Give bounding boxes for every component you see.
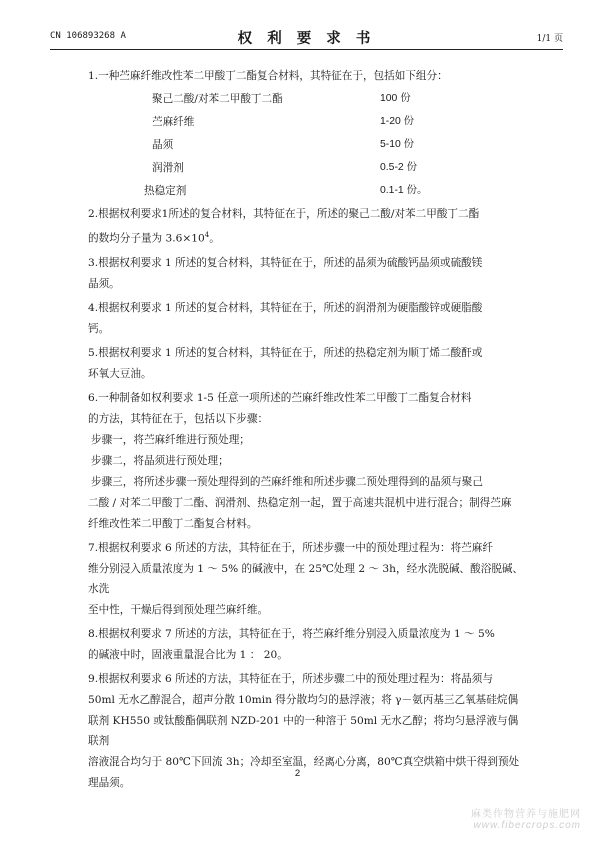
component-row (88, 133, 427, 156)
claim-1-intro: 1.一种苎麻纤维改性苯二甲酸丁二酯复合材料，其特征在于，包括如下组分： (88, 70, 448, 82)
claim-5-line-2: 环氧大豆油。 (88, 367, 152, 380)
claim-6-step-3-line-3: 纤维改性苯二甲酸丁二酯复合材料。 (88, 517, 258, 530)
component-amount: 5-10 份 (380, 138, 415, 150)
claim-2-line-1: 2.根据权利要求1所述的复合材料，其特征在于，所述的聚己二酸/对苯二甲酸丁二酯 (88, 208, 480, 220)
page-number: 2 (294, 768, 301, 779)
watermark (471, 805, 581, 831)
claim-6-step-2: 步骤二，将晶须进行预处理； (91, 454, 229, 467)
header-divider (50, 49, 563, 50)
doc-number: CN 106893268 A (50, 31, 126, 41)
claim-4-line-1: 4.根据权利要求 1 所述的复合材料，其特征在于，所述的润滑剂为硬脂酸锌或硬脂酸 (88, 301, 483, 314)
claim-7-line-1: 7.根据权利要求 6 所述的方法，其特征在于，所述步骤一中的预处理过程为：将苎麻纤 (88, 541, 493, 554)
claim-2-exponent: 4 (204, 231, 210, 239)
claim-6-line-2: 的方法，其特征在于，包括以下步骤： (88, 412, 269, 425)
component-row (88, 87, 427, 110)
components-table (88, 87, 427, 202)
component-name: 热稳定剂 (144, 184, 187, 197)
component-row (88, 110, 427, 133)
claim-6-line-1: 6.一种制备如权利要求 1-5 任意一项所述的苎麻纤维改性苯二甲酸丁二酯复合材料 (88, 391, 472, 404)
component-amount: 100 份 (380, 92, 411, 104)
component-name: 苎麻纤维 (152, 115, 195, 128)
component-amount: 1-20 份 (380, 115, 415, 127)
claim-3-line-2: 晶须。 (88, 277, 120, 290)
component-row (88, 156, 427, 179)
claim-2-text: 的数均分子量为 3.6×10 (88, 232, 205, 245)
component-amount: 0.5-2 份 (380, 161, 417, 173)
claim-8-line-1: 8.根据权利要求 7 所述的方法，其特征在于，将苎麻纤维分别浸入质量浓度为 1 ～ 5% (88, 627, 495, 640)
claim-9-line-1: 9.根据权利要求 6 所述的方法，其特征在于，所述步骤二中的预处理过程为：将晶须与 (88, 672, 493, 685)
page-ref: 1/1 页 (536, 34, 563, 44)
watermark-site-name: 麻类作物营养与施肥网 (471, 809, 581, 820)
claim-9-line-2: 50ml 无水乙醇混合，超声分散 10min 得分散均匀的悬浮液；将 γ－氨丙基三乙氧基硅烷偶 (88, 693, 519, 706)
claim-2-line-2 (88, 225, 524, 249)
claims-body (88, 66, 524, 794)
claim-2-end: 。 (209, 232, 220, 245)
claim-8-line-2: 的碱液中时，固液重量混合比为 1 ： 20。 (88, 648, 288, 661)
claim-9-line-4: 溶液混合均匀于 80℃下回流 3h；冷却至室温，经离心分离，80℃真空烘箱中烘干得到预处 (88, 755, 520, 768)
component-name: 润滑剂 (152, 161, 184, 174)
watermark-url: www.fibercrops.com (473, 820, 581, 831)
component-name: 聚己二酸/对苯二甲酸丁二酯 (152, 92, 283, 105)
claim-3-line-1: 3.根据权利要求 1 所述的复合材料，其特征在于，所述的晶须为硫酸钙晶须或硫酸镁 (88, 256, 483, 269)
claim-6-step-1: 步骤一，将苎麻纤维进行预处理； (91, 433, 250, 446)
claim-9-line-5: 理晶须。 (88, 776, 131, 789)
claim-6-step-3-line-1: 步骤三，将所述步骤一预处理得到的苎麻纤维和所述步骤二预处理得到的晶须与聚己 (91, 475, 483, 488)
claim-6-step-3-line-2: 二酸 / 对苯二甲酸丁二酯、润滑剂、热稳定剂一起，置于高速共混机中进行混合；制得苎麻 (88, 496, 512, 509)
component-amount: 0.1-1 份。 (380, 184, 428, 196)
claim-7-line-2: 维分别浸入质量浓度为 1 ～ 5% 的碱液中，在 25℃处理 2 ～ 3h，经水洗脱碱、酸浴脱碱、水洗 (88, 562, 524, 595)
component-row (88, 179, 427, 202)
claim-7-line-3: 至中性，干燥后得到预处理苎麻纤维。 (88, 603, 269, 616)
claim-4-line-2: 钙。 (88, 322, 110, 335)
page-header (50, 27, 563, 45)
claim-5-line-1: 5.根据权利要求 1 所述的复合材料，其特征在于，所述的热稳定剂为顺丁烯二酸酐或 (88, 346, 483, 359)
claim-9-line-3: 联剂 KH550 或钛酸酯偶联剂 NZD-201 中的一种溶于 50ml 无水乙醇；将均匀悬浮液与偶联剂 (88, 714, 519, 747)
component-name: 晶须 (152, 138, 174, 151)
page-title: 权 利 要 求 书 (237, 30, 376, 47)
